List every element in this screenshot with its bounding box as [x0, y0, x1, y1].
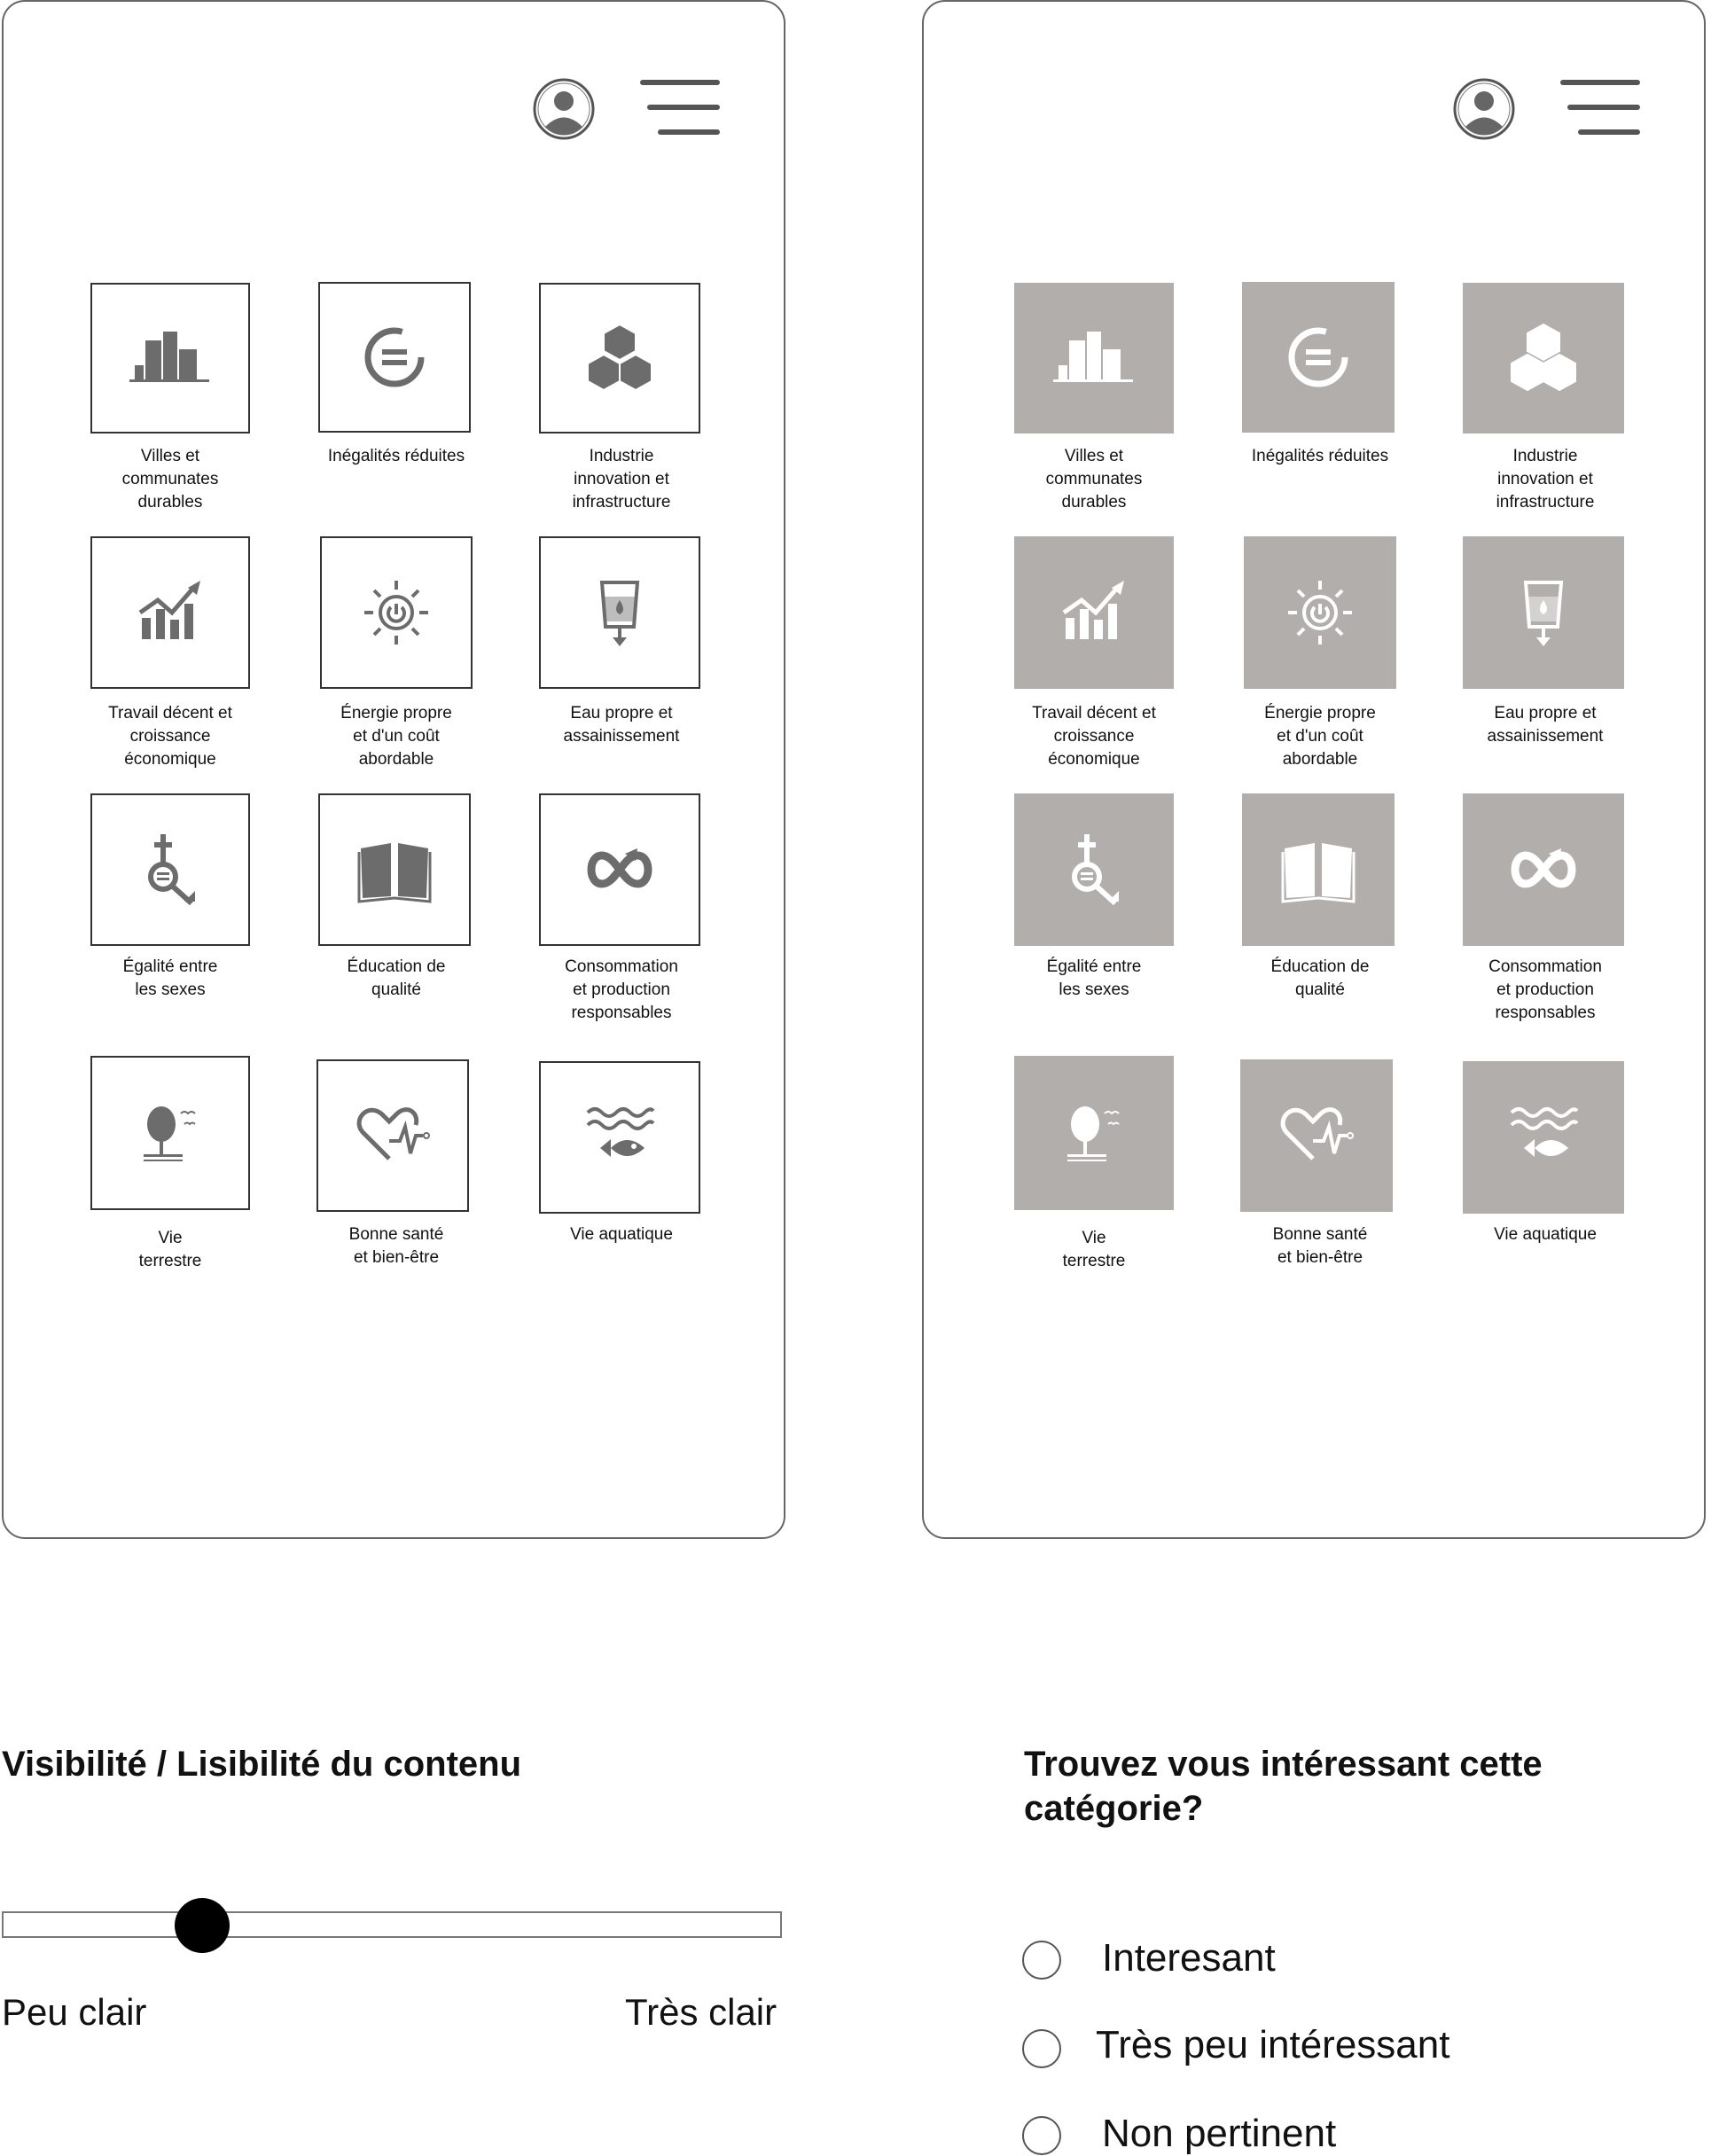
tree-birds-icon [126, 1089, 215, 1177]
category-tile[interactable] [1463, 283, 1624, 434]
category-label: Vie aquatique [1494, 1225, 1597, 1244]
category-tile[interactable] [90, 793, 250, 946]
radio-non-pertinent[interactable] [1022, 2116, 1061, 2155]
cubes-icon [575, 314, 664, 402]
heart-pulse-icon [348, 1091, 437, 1180]
radio-label-interesant[interactable]: Interesant [1102, 1936, 1276, 1980]
phone-screen-outline [2, 0, 785, 1539]
radio-tres-peu-interessant[interactable] [1022, 2029, 1061, 2068]
category-label: Vie terrestre [138, 1229, 202, 1270]
user-avatar-icon[interactable] [533, 78, 595, 140]
visibility-slider-track[interactable] [2, 1911, 782, 1938]
category-label: Vie aquatique [570, 1225, 673, 1244]
hamburger-menu-icon[interactable] [640, 78, 722, 137]
cubes-icon [1499, 314, 1588, 402]
tree-birds-icon [1050, 1089, 1138, 1177]
infinity-loop-icon [575, 825, 664, 914]
category-label: Eau propre et assainissement [563, 704, 680, 746]
category-label: Villes et communates durables [1045, 447, 1143, 512]
category-tile[interactable] [1463, 793, 1624, 946]
category-tile[interactable] [316, 1059, 469, 1212]
gender-equality-icon [126, 825, 215, 914]
category-label: Consommation et production responsables [1488, 957, 1602, 1022]
category-label: Consommation et production responsables [565, 957, 678, 1022]
category-tile[interactable] [539, 793, 700, 946]
category-tile[interactable] [320, 536, 473, 689]
category-tile[interactable] [1242, 282, 1395, 433]
category-label: Bonne santé et bien-être [1272, 1225, 1368, 1267]
fish-waves-icon [575, 1093, 664, 1182]
visibility-question-title: Visibilité / Lisibilité du contenu [2, 1745, 521, 1784]
radio-label-non-pertinent[interactable]: Non pertinent [1102, 2112, 1337, 2155]
category-label: Égalité entre les sexes [1046, 957, 1142, 999]
growth-chart-icon [126, 568, 215, 657]
open-book-icon [1274, 825, 1363, 914]
category-tile[interactable] [1014, 536, 1174, 689]
city-buildings-icon [126, 314, 215, 402]
category-label: Vie terrestre [1062, 1229, 1126, 1270]
category-label: Égalité entre les sexes [122, 957, 218, 999]
category-tile[interactable] [90, 283, 250, 434]
interest-question-line-2: catégorie? [1024, 1789, 1204, 1828]
category-tile[interactable] [1014, 283, 1174, 434]
category-tile[interactable] [90, 536, 250, 689]
growth-chart-icon [1050, 568, 1138, 657]
category-label: Inégalités réduites [327, 447, 465, 465]
hamburger-menu-icon[interactable] [1560, 78, 1642, 137]
visibility-slider-thumb[interactable] [175, 1898, 230, 1953]
category-tile[interactable] [1463, 536, 1624, 689]
category-label: Industrie innovation et infrastructure [572, 447, 671, 512]
category-label: Éducation de qualité [347, 957, 446, 999]
category-label: Inégalités réduites [1251, 447, 1389, 465]
category-tile[interactable] [1014, 793, 1174, 946]
radio-interesant[interactable] [1022, 1941, 1061, 1980]
category-label: Énergie propre et d'un coût abordable [1264, 704, 1376, 769]
water-glass-icon [575, 568, 664, 657]
category-tile[interactable] [1244, 536, 1396, 689]
fish-waves-icon [1499, 1093, 1588, 1182]
category-tile[interactable] [318, 793, 471, 946]
category-tile[interactable] [1014, 1056, 1174, 1210]
category-label: Travail décent et croissance économique [1032, 704, 1156, 769]
user-avatar-icon[interactable] [1453, 78, 1515, 140]
reduced-inequality-icon [350, 313, 439, 402]
category-tile[interactable] [539, 1061, 700, 1214]
phone-screen-filled [922, 0, 1706, 1539]
interest-question-line-1: Trouvez vous intéressant cette [1024, 1745, 1543, 1784]
category-label: Villes et communates durables [121, 447, 219, 512]
category-label: Travail décent et croissance économique [108, 704, 232, 769]
category-tile[interactable] [1240, 1059, 1393, 1212]
category-tile[interactable] [90, 1056, 250, 1210]
radio-label-tres-peu-interessant[interactable]: Très peu intéressant [1096, 2023, 1450, 2066]
category-tile[interactable] [539, 283, 700, 434]
category-label: Industrie innovation et infrastructure [1496, 447, 1595, 512]
sun-power-icon [1276, 568, 1364, 657]
category-tile[interactable] [1463, 1061, 1624, 1214]
category-tile[interactable] [1242, 793, 1395, 946]
category-label: Éducation de qualité [1270, 957, 1370, 999]
slider-min-label: Peu clair [2, 1991, 147, 2033]
sun-power-icon [352, 568, 441, 657]
reduced-inequality-icon [1274, 313, 1363, 402]
category-label: Énergie propre et d'un coût abordable [340, 704, 452, 769]
city-buildings-icon [1050, 314, 1138, 402]
gender-equality-icon [1050, 825, 1138, 914]
category-label: Bonne santé et bien-être [348, 1225, 444, 1267]
heart-pulse-icon [1272, 1091, 1361, 1180]
category-tile[interactable] [539, 536, 700, 689]
category-tile[interactable] [318, 282, 471, 433]
water-glass-icon [1499, 568, 1588, 657]
interest-question-title [1024, 1742, 1543, 1831]
infinity-loop-icon [1499, 825, 1588, 914]
slider-max-label: Très clair [625, 1991, 777, 2033]
open-book-icon [350, 825, 439, 914]
category-label: Eau propre et assainissement [1487, 704, 1604, 746]
